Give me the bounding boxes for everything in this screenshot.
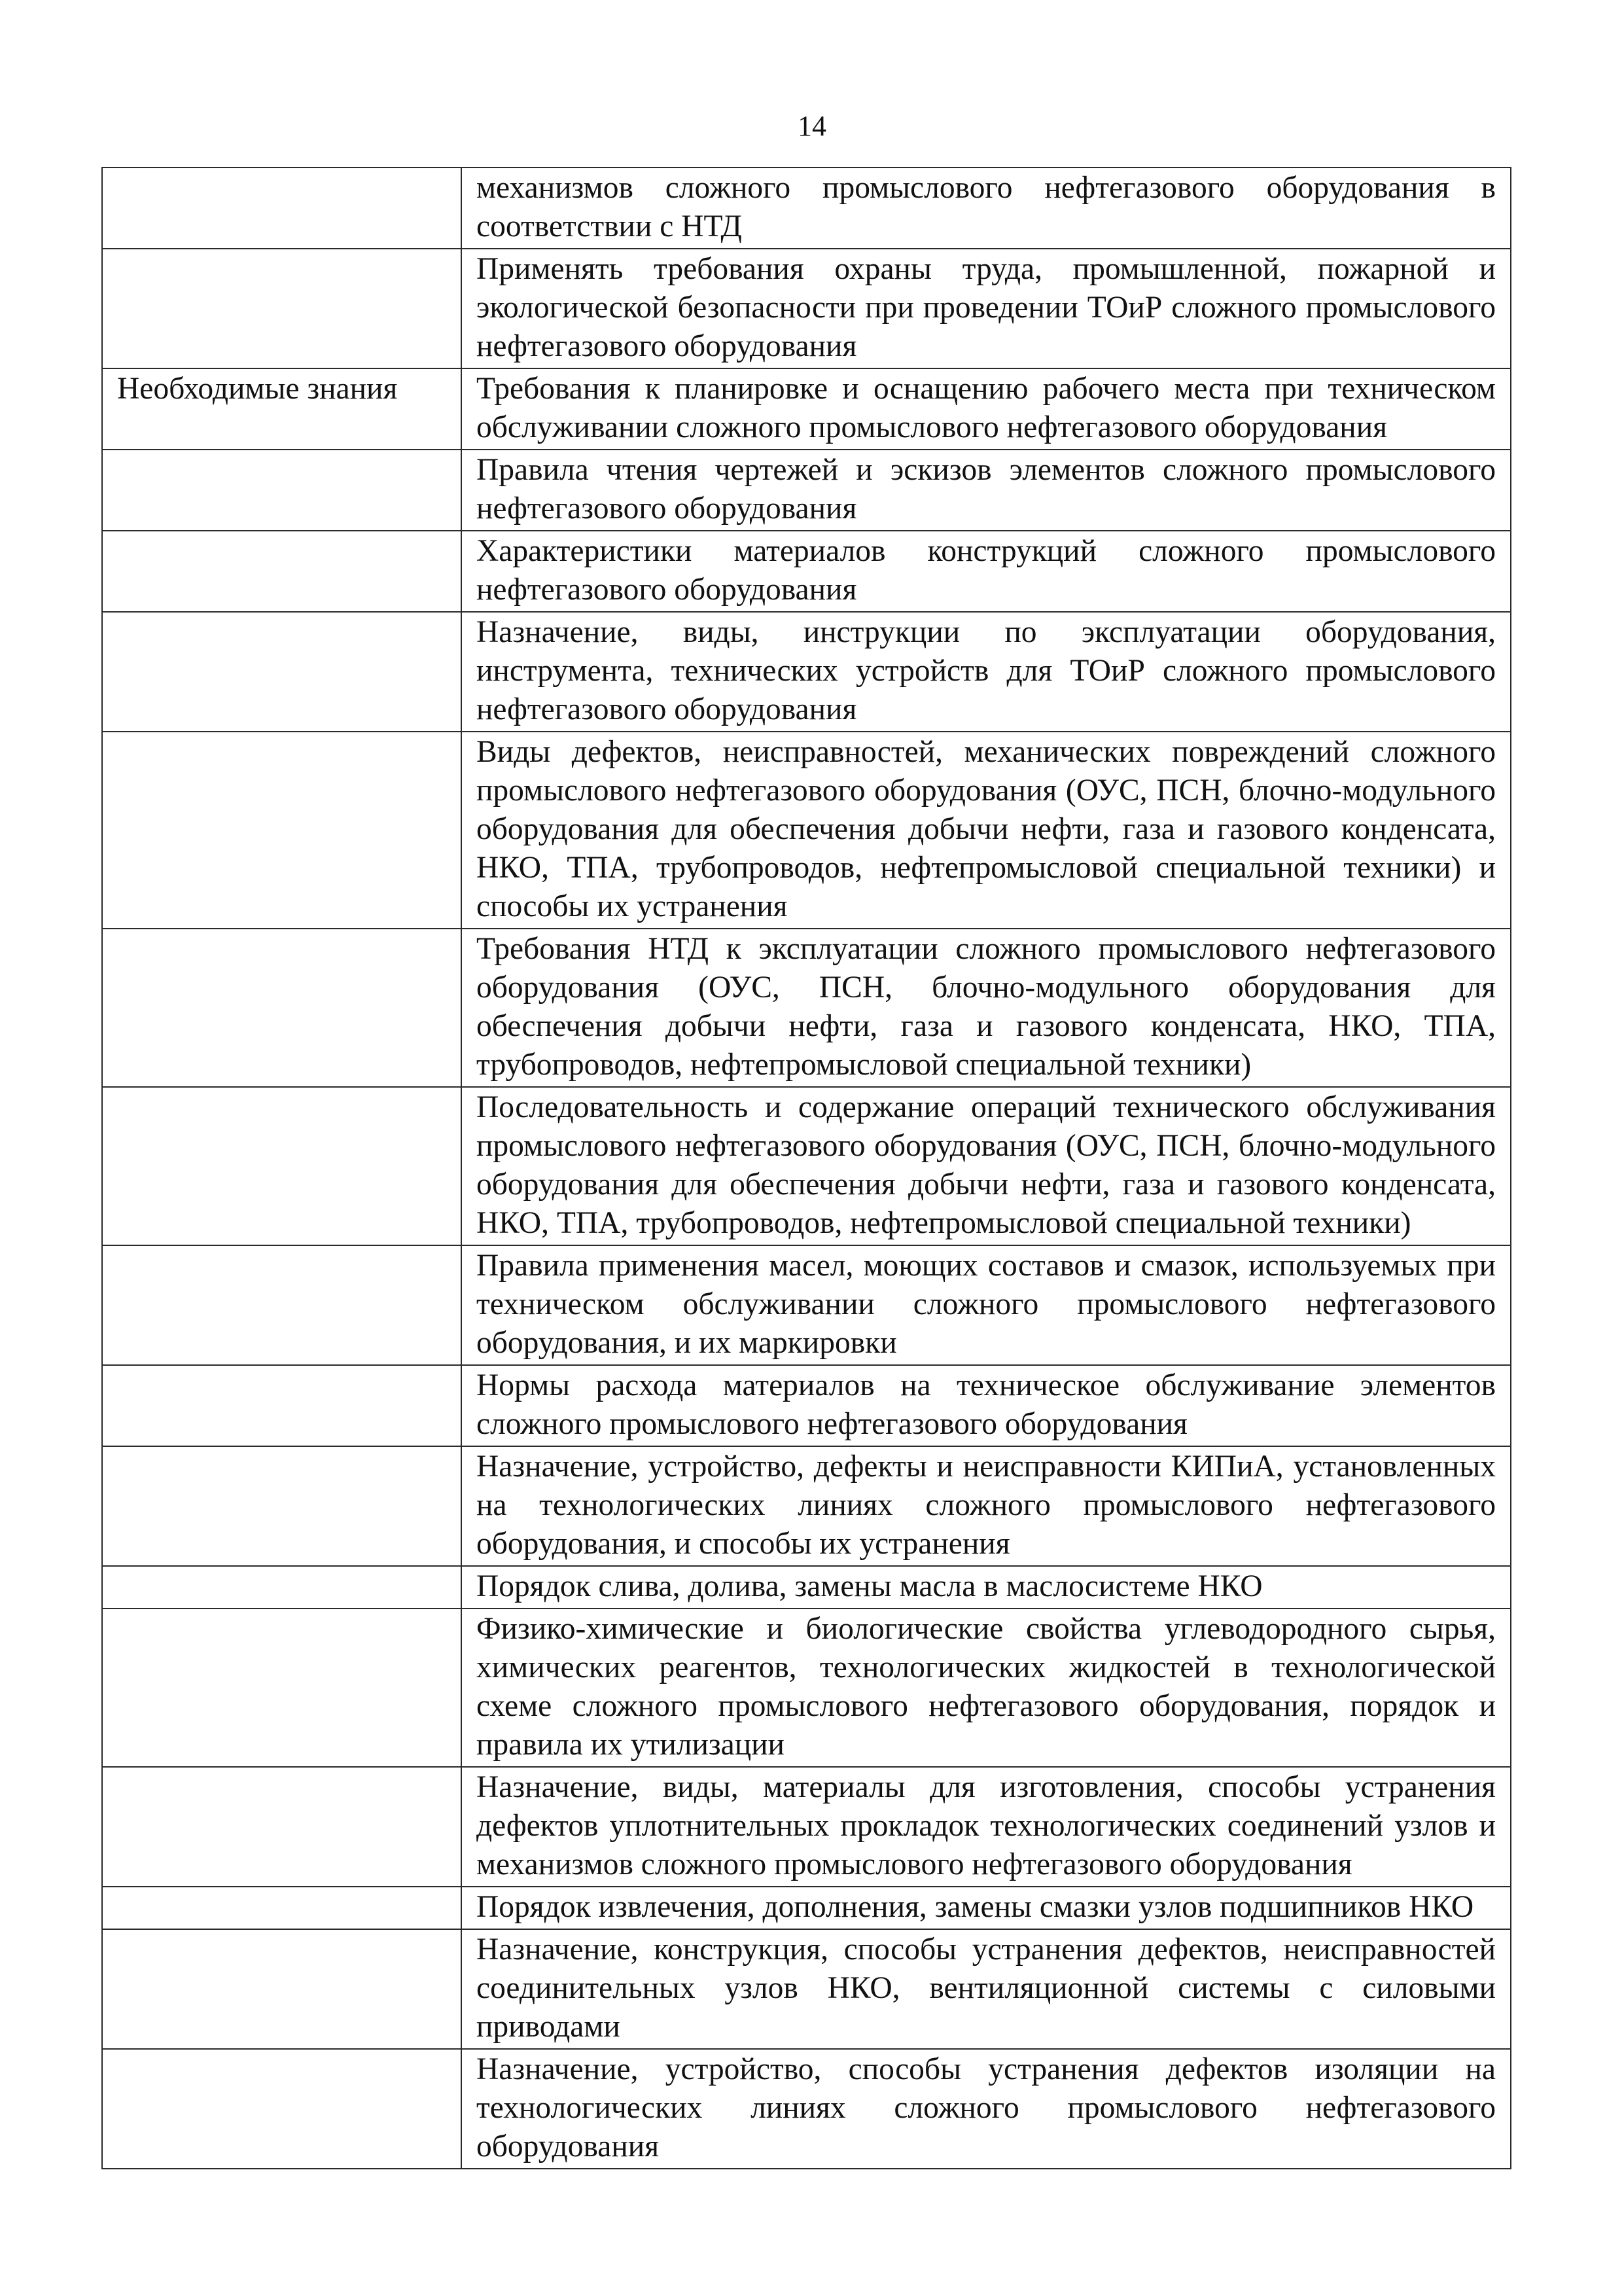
table-row [102,168,1511,249]
table-row [102,612,1511,732]
table-row [102,1446,1511,1566]
label-cell-empty [102,1609,461,1767]
table-cell: Последовательность и содержание операций технического обслуживания промыслового нефтегазового оборудования (ОУС, ПСН, блочно-модульного оборудования для обеспечения добычи нефти, газа и газового конденсата, НКО, ТПА, трубопроводов, нефтепромысловой специальной техники) [461,1087,1511,1245]
table-cell: Характеристики материалов конструкций сложного промыслового нефтегазового оборудования [461,531,1511,612]
label-cell-empty [102,1929,461,2049]
table-cell: Виды дефектов, неисправностей, механических повреждений сложного промыслового нефтегазового оборудования (ОУС, ПСН, блочно-модульного оборудования для обеспечения добычи нефти, газа и газового конденсата, НКО, ТПА, трубопроводов, нефтепромысловой специальной техники) и способы их устранения [461,732,1511,929]
table-cell: Применять требования охраны труда, промышленной, пожарной и экологической безопасности при проведении ТОиР сложного промыслового нефтегазового оборудования [461,249,1511,368]
table-row [102,1245,1511,1365]
table-cell: Требования НТД к эксплуатации сложного промыслового нефтегазового оборудования (ОУС, ПСН, блочно-модульного оборудования для обеспечения добычи нефти, газа и газового конденсата, НКО, ТПА, трубопроводов, нефтепромысловой специальной техники) [461,929,1511,1087]
table-cell: Назначение, устройство, дефекты и неисправности КИПиА, установленных на технологических линиях сложного промыслового нефтегазового оборудования, и способы их устранения [461,1446,1511,1566]
label-cell-empty [102,2049,461,2169]
table-cell: Нормы расхода материалов на техническое обслуживание элементов сложного промыслового нефтегазового оборудования [461,1365,1511,1446]
table-cell: Назначение, конструкция, способы устранения дефектов, неисправностей соединительных узлов НКО, вентиляционной системы с силовыми приводами [461,1929,1511,2049]
table-row [102,1887,1511,1929]
table-row [102,368,1511,450]
table-cell: Порядок слива, долива, замены масла в маслосистеме НКО [461,1566,1511,1609]
knowledge-table [101,167,1511,2169]
table-row [102,929,1511,1087]
table-cell: Назначение, виды, материалы для изготовления, способы устранения дефектов уплотнительных прокладок технологических соединений узлов и механизмов сложного промыслового нефтегазового оборудования [461,1767,1511,1887]
table-row [102,1566,1511,1609]
table-row [102,1609,1511,1767]
table-row [102,450,1511,531]
table-row [102,2049,1511,2169]
table-cell: Порядок извлечения, дополнения, замены смазки узлов подшипников НКО [461,1887,1511,1929]
label-cell-empty [102,1887,461,1929]
table-cell: Правила чтения чертежей и эскизов элементов сложного промыслового нефтегазового оборудования [461,450,1511,531]
label-cell-empty [102,1245,461,1365]
label-cell-empty [102,249,461,368]
table-cell: Требования к планировке и оснащению рабочего места при техническом обслуживании сложного промыслового нефтегазового оборудования [461,368,1511,450]
table-row [102,249,1511,368]
table-row [102,531,1511,612]
section-label: Необходимые знания [102,368,461,450]
label-cell-empty [102,1365,461,1446]
table-row [102,1087,1511,1245]
label-cell-empty [102,612,461,732]
page-number: 14 [798,110,826,142]
label-cell-empty [102,1446,461,1566]
table-cell: механизмов сложного промыслового нефтегазового оборудования в соответствии с НТД [461,168,1511,249]
label-cell-empty [102,1767,461,1887]
table-cell: Физико-химические и биологические свойства углеводородного сырья, химических реагентов, технологических жидкостей в технологической схеме сложного промыслового нефтегазового оборудования, порядок и правила их утилизации [461,1609,1511,1767]
table-cell: Правила применения масел, моющих составов и смазок, используемых при техническом обслуживании сложного промыслового нефтегазового оборудования, и их маркировки [461,1245,1511,1365]
label-cell-empty [102,1566,461,1609]
label-cell-empty [102,1087,461,1245]
table-row [102,1365,1511,1446]
label-cell-empty [102,168,461,249]
label-cell-empty [102,531,461,612]
table-row [102,1767,1511,1887]
label-cell-empty [102,929,461,1087]
label-cell-empty [102,732,461,929]
table-cell: Назначение, виды, инструкции по эксплуатации оборудования, инструмента, технических устройств для ТОиР сложного промыслового нефтегазового оборудования [461,612,1511,732]
label-cell-empty [102,450,461,531]
table-row [102,732,1511,929]
table-cell: Назначение, устройство, способы устранения дефектов изоляции на технологических линиях сложного промыслового нефтегазового оборудования [461,2049,1511,2169]
table-row [102,1929,1511,2049]
